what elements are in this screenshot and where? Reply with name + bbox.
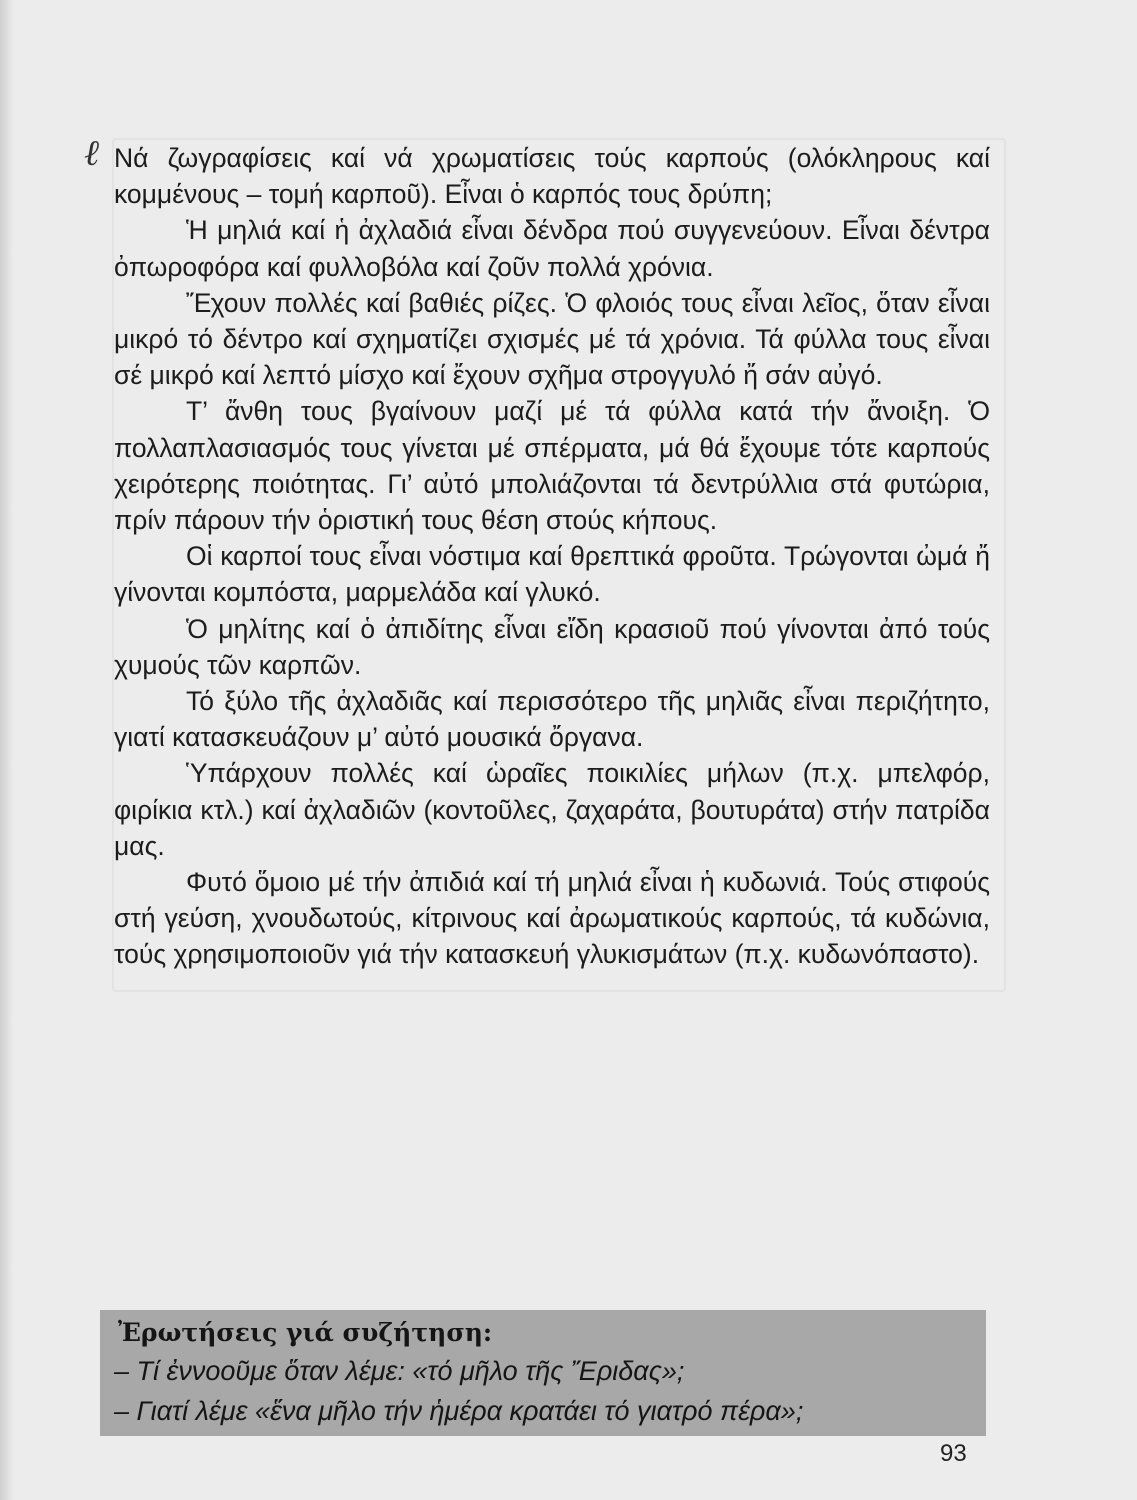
questions-title: Ἐρωτήσεις γιά συζήτηση: — [118, 1318, 493, 1347]
paragraph-quince: Φυτό ὅμοιο μέ τήν ἀπιδιά καί τή μηλιά εἶναι ἡ κυδωνιά. Τούς στιφούς στή γεύση, χνουδωτούς, κίτρινους καί ἀρωματικούς καρπούς, τά κυδώνια, τούς χρησιμοποιοῦν γιά τήν κατασκευή γλυκισμάτων (π.χ. κυδωνόπαστο). — [114, 867, 990, 970]
paragraph-flowers-propagation: Τ’ ἄνθη τους βγαίνουν μαζί μέ τά φύλλα κατά τήν ἄνοιξη. Ὁ πολλαπλασιασμός τους γίνεται μέ σπέρματα, μά θά ἔχουμε τότε καρπούς χειρότερης ποιότητας. Γι’ αὐτό μπολιάζονται τά δεντρύλλια στά φυτώρια, πρίν πάρουν τήν ὁριστική τους θέση στούς κήπους. — [114, 396, 990, 536]
page-number: 93 — [940, 1440, 967, 1467]
paragraph-roots-bark-leaves: Ἔχουν πολλές καί βαθιές ρίζες. Ὁ φλοιός τους εἶναι λεῖος, ὅταν εἶναι μικρό τό δέντρο καί σχηματίζει σχισμές μέ τά χρόνια. Τά φύλλα τους εἶναι σέ μικρό καί λεπτό μίσχο καί ἔχουν σχῆμα στρογγυλό ἤ σάν αὐγό. — [114, 287, 990, 391]
paragraph-apple-pear-intro: Ἡ μηλιά καί ἡ ἀχλαδιά εἶναι δένδρα πού συγγενεύουν. Εἶναι δέντρα ὀπωροφόρα καί φυλλοβόλα καί ζοῦν πολλά χρόνια. — [114, 215, 990, 282]
question-item: – Τί ἐννοοῦμε ὅταν λέμε: «τό μῆλο τῆς Ἔριδας»; — [114, 1356, 685, 1386]
body-text — [114, 140, 990, 973]
paragraph-wood: Τό ξύλο τῆς ἀχλαδιᾶς καί περισσότερο τῆς μηλιᾶς εἶναι περιζήτητο, γιατί κατασκευάζουν μ’ αὐτό μουσικά ὄργανα. — [114, 686, 990, 753]
paragraph-fruits: Οἱ καρποί τους εἶναι νόστιμα καί θρεπτικά φροῦτα. Τρώγονται ὠμά ἤ γίνονται κομπόστα, μαρμελάδα καί γλυκό. — [114, 541, 990, 608]
page-edge-shadow — [0, 0, 14, 1500]
paragraph-drawing-task: Νά ζωγραφίσεις καί νά χρωματίσεις τούς καρπούς (ολόκληρους καί κομμένους – τομή καρποῦ). Εἶναι ὁ καρπός τους δρύπη; — [114, 143, 990, 210]
question-item: – Γιατί λέμε «ἕνα μῆλο τήν ἡμέρα κρατάει τό γιατρό πέρα»; — [114, 1396, 804, 1426]
margin-mark: ℓ — [84, 133, 99, 174]
paragraph-varieties: Ὑπάρχουν πολλές καί ὡραῖες ποικιλίες μήλων (π.χ. μπελφόρ, φιρίκια κτλ.) καί ἀχλαδιῶν (κοντοῦλες, ζαχαράτα, βουτυράτα) στήν πατρίδα μας. — [114, 758, 990, 861]
discussion-questions-box — [100, 1310, 986, 1436]
paragraph-cider-perry: Ὁ μηλίτης καί ὁ ἀπιδίτης εἶναι εἴδη κρασιοῦ πού γίνονται ἀπό τούς χυμούς τῶν καρπῶν. — [114, 613, 990, 680]
